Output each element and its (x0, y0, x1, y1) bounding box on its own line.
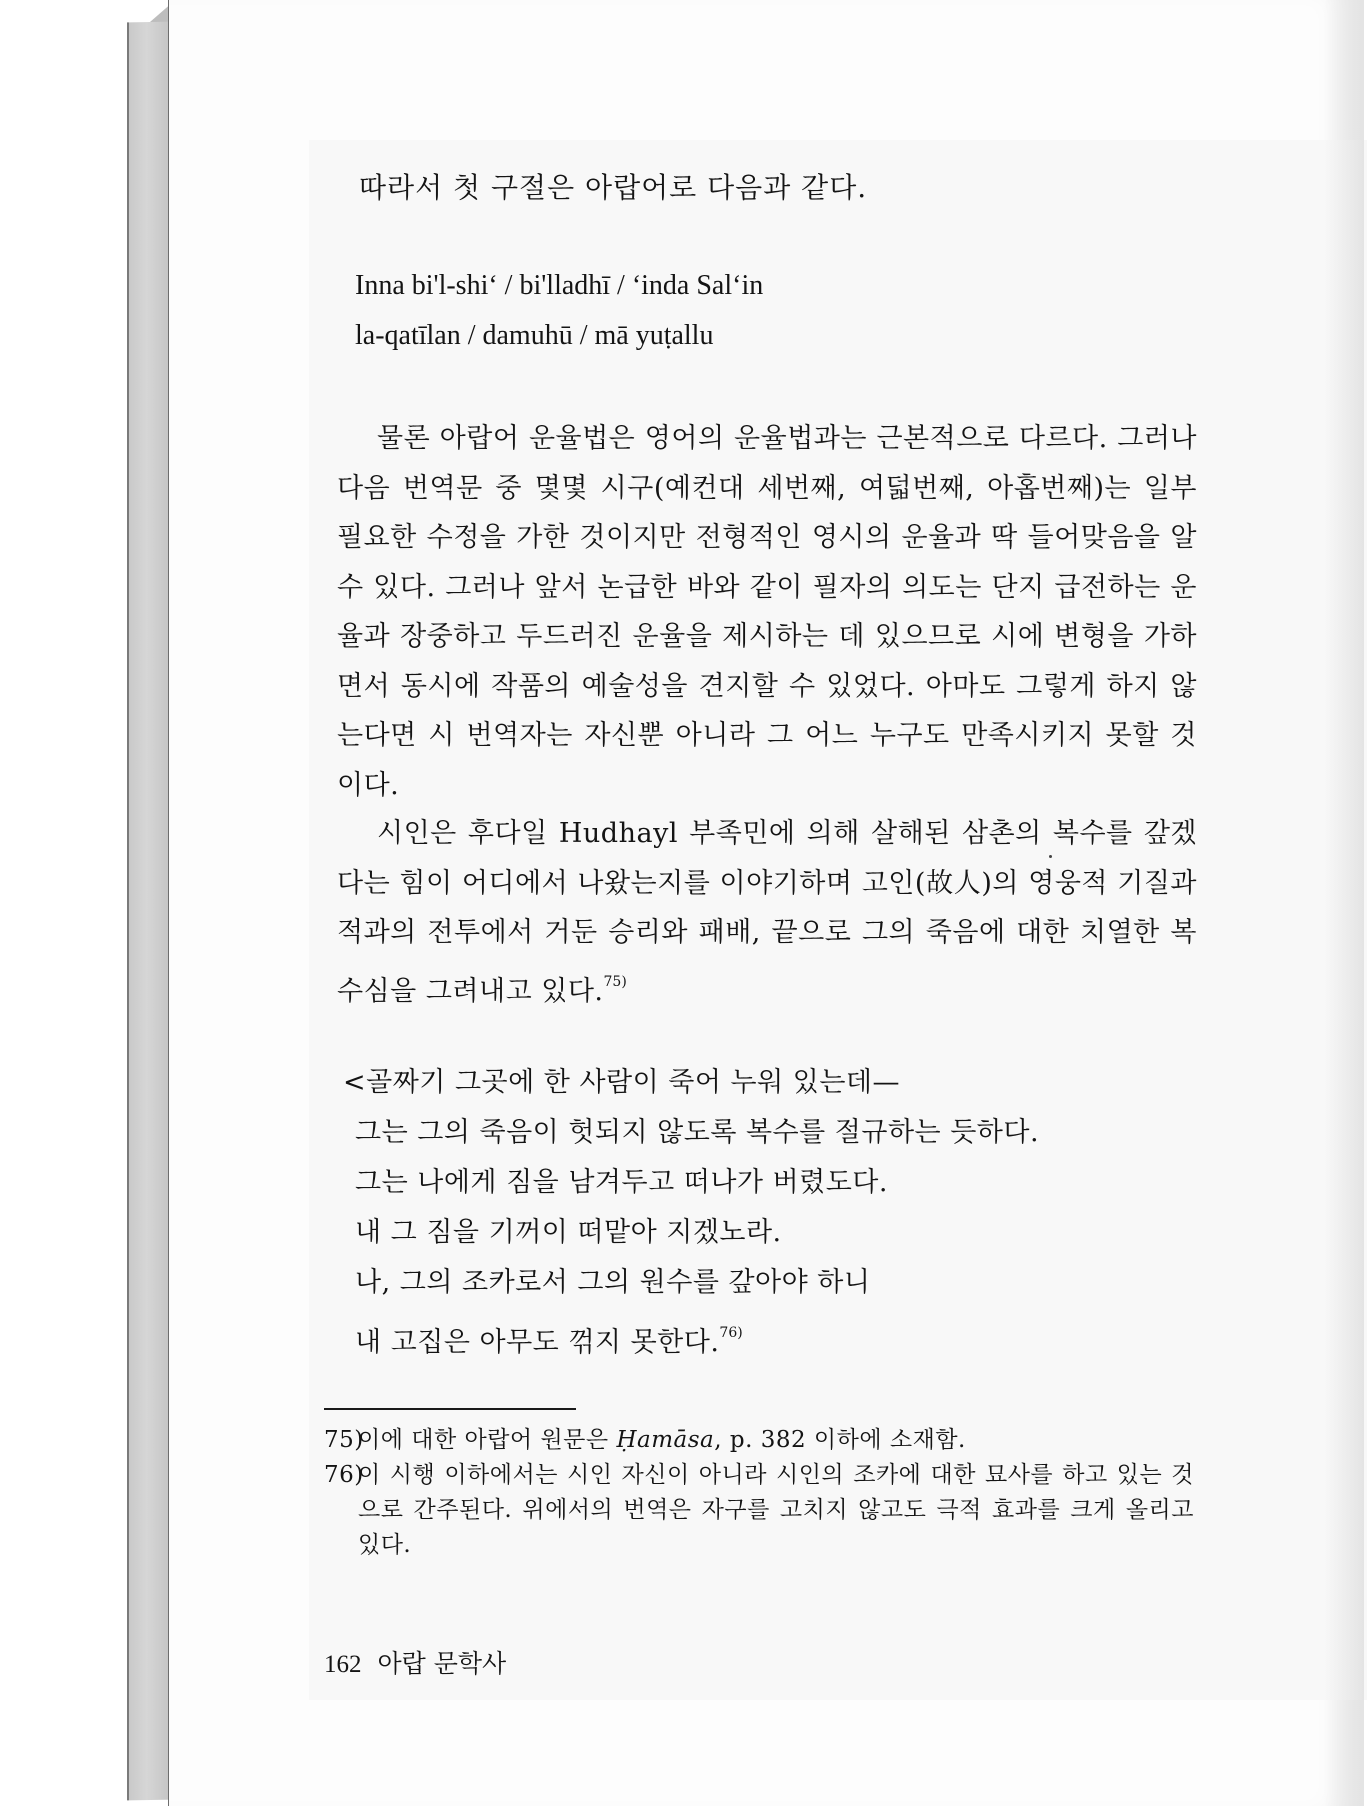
footnote-75 (324, 1423, 1194, 1458)
poem-line (355, 1308, 1039, 1368)
footnote-source-title: Ḥamāsa (616, 1427, 715, 1453)
paragraph-prosody-text: 물론 아랍어 운율법은 영어의 운율법과는 근본적으로 다르다. 그러나 다음 번역문 중 몇몇 시구(예컨대 세번째, 여덟번째, 아홉번째)는 일부 필요한 수정을 가한 것이지만 전형적인 영시의 운율과 딱 들어맞음을 알 수 있다. 그러나 앞서 논급한 바와 같이 필자의 의도는 단지 급전하는 운율과 장중하고 두드러진 운율을 제시하는 데 있으므로 시에 변형을 가하면서 동시에 작품의 예술성을 견지할 수 있었다. 아마도 그렇게 하지 않는다면 시 번역자는 자신뿐 아니라 그 어느 누구도 만족시키지 못할 것이다. (337, 423, 1197, 801)
footnotes (324, 1423, 1194, 1563)
scan-speck (1049, 855, 1052, 858)
poem-line: 그는 나에게 짐을 남겨두고 떠나가 버렸도다. (355, 1167, 888, 1198)
intro-sentence: 따라서 첫 구절은 아랍어로 다음과 같다. (359, 171, 868, 204)
footnote-text (358, 1423, 1194, 1458)
paragraph-prosody (337, 414, 1197, 810)
poem-line: 내 그 짐을 기꺼이 떠맡아 지겠노라. (355, 1217, 782, 1248)
paragraph-revenge-text: 시인은 후다일 Hudhayl 부족민에 의해 살해된 삼촌의 복수를 갚겠다는 힘이 어디에서 나왔는지를 이야기하며 고인(故人)의 영웅적 기질과 적과의 전투에서 거둔 승리와 패배, 끝으로 그의 죽음에 대한 치열한 복수심을 그려내고 있다. (337, 818, 1197, 1007)
page-number: 162 (324, 1651, 362, 1678)
footnote-text-after: , p. 382 이하에 소재함. (714, 1427, 966, 1453)
footnote-ref-75: 75) (603, 973, 627, 990)
poem (343, 1058, 1039, 1368)
poem-line-text: 내 고집은 아무도 꺾지 못한다. (355, 1327, 720, 1358)
footnote-text: 이 시행 이하에서는 시인 자신이 아니라 시인의 조카에 대한 묘사를 하고 있는 것으로 간주된다. 위에서의 번역은 자구를 고치지 않고도 극적 효과를 크게 올리고 있다. (358, 1462, 1194, 1558)
transliteration-line-1: Inna bi'l-shi‘ / bi'lladhī / ‘inda Sal‘in (355, 270, 764, 301)
footnote-ref-76: 76) (719, 1325, 743, 1341)
footnote-divider (324, 1408, 576, 1410)
transliteration-line-2: la-qatīlan / damuhū / mā yuṭallu (355, 320, 714, 351)
footnote-text-before: 이에 대한 아랍어 원문은 (358, 1427, 617, 1453)
book-spine-edge (127, 22, 174, 1801)
book-page (168, 0, 1364, 1806)
footnote-number: 76) (324, 1462, 364, 1488)
paragraph-revenge (337, 809, 1197, 1016)
poem-line: 그는 그의 죽음이 헛되지 않도록 복수를 절규하는 듯하다. (355, 1117, 1040, 1148)
page-shadow (1324, 0, 1364, 1806)
footnote-number: 75) (324, 1427, 364, 1453)
footnote-76 (324, 1458, 1194, 1563)
running-title: 아랍 문학사 (377, 1649, 507, 1678)
page-footer (324, 1644, 506, 1680)
poem-line: <골짜기 그곳에 한 사람이 죽어 누워 있는데— (343, 1067, 901, 1098)
poem-line: 나, 그의 조카로서 그의 원수를 갚아야 하니 (355, 1267, 871, 1298)
